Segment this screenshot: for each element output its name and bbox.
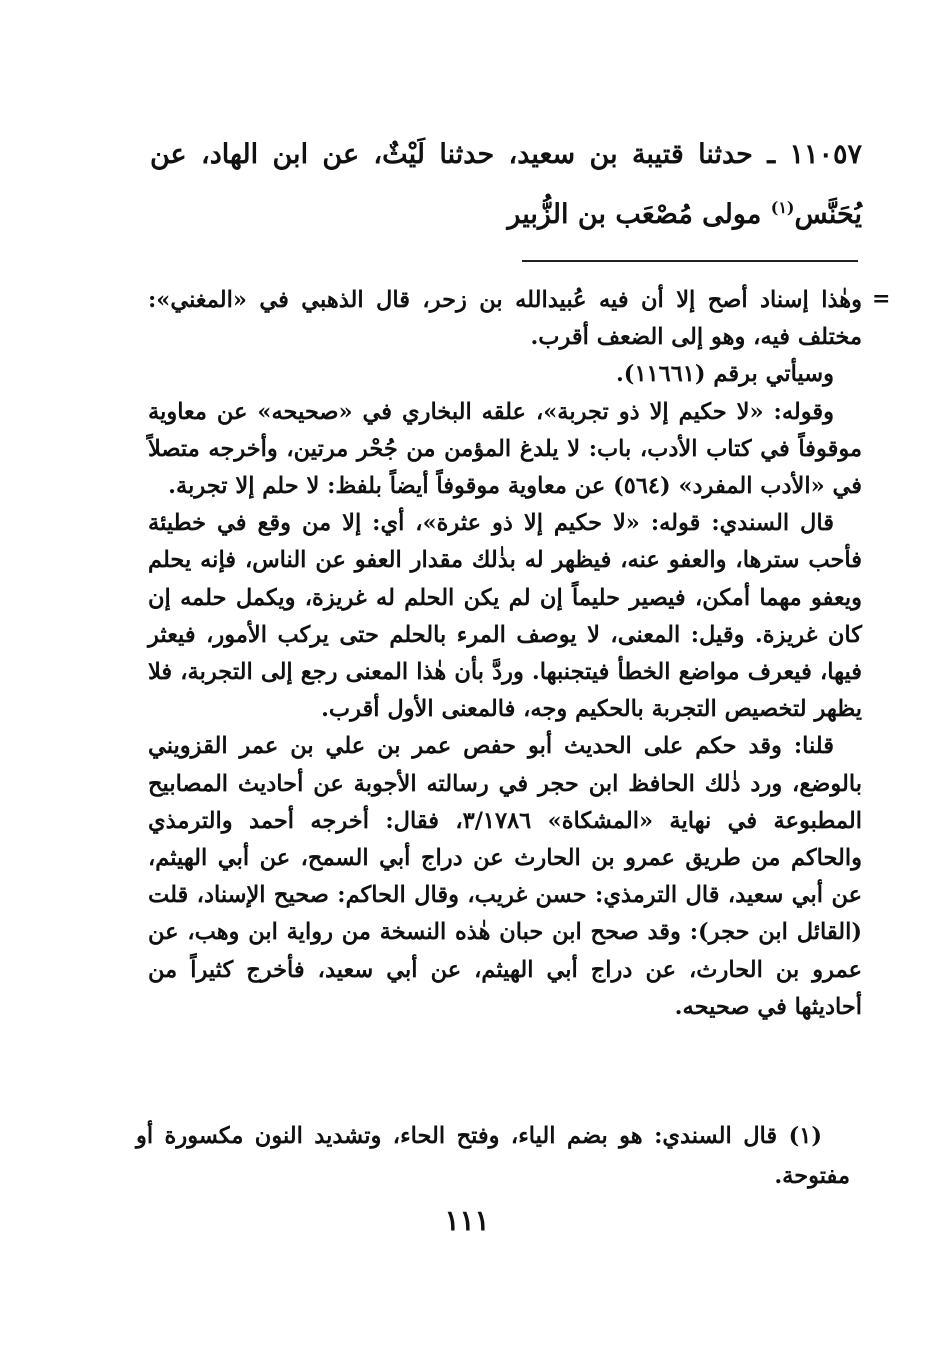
commentary-notes: [148, 282, 862, 1026]
continuation-mark: =: [872, 286, 891, 312]
note-paragraph: وهٰذا إسناد أصح إلا أن فيه عُبيدالله بن زحر، قال الذهبي في «المغني»: مختلف فيه، وهو إلى الضعف أقرب.: [148, 287, 862, 351]
note-paragraph: قال السندي: قوله: «لا حكيم إلا ذو عثرة»، أي: إلا من وقع في خطيئة فأحب سترها، والعفو عنه، فيظهر له بذٰلك مقدار العفو عن الناس، فإنه يحلم ويعفو مهما أمكن، فيصير حليماً إن لم يكن الحلم له غريزة، ويكمل حلمه إن كان غريزة. وقيل: المعنى، لا يوصف المرء بالحلم حتى يركب الأمور، فيعثر فيها، فيعرف مواضع الخطأ فيتجنبها. وردَّ بأن هٰذا المعنى رجع إلى التجربة، فلا يظهر لتخصيص التجربة بالحكيم وجه، فالمعنى الأول أقرب.: [148, 510, 862, 723]
footnote-reference: (١): [770, 198, 795, 217]
hadith-number: ١١٠٥٧ ـ: [767, 139, 863, 170]
hadith-text: [150, 128, 862, 241]
note-paragraph: قلنا: وقد حكم على الحديث أبو حفص عمر بن علي بن عمر القزويني بالوضع، ورد ذٰلك الحافظ ابن حجر في رسالته الأجوبة عن أحاديث المصابيح المطبوعة في نهاية «المشكاة» ٣/١٧٨٦، فقال: أخرجه أحمد والترمذي والحاكم من طريق عمرو بن الحارث عن دراج أبي السمح، عن أبي الهيثم، عن أبي سعيد، قال الترمذي: حسن غريب، وقال الحاكم: صحيح الإسناد، قلت (القائل ابن حجر): وقد صحح ابن حبان هٰذه النسخة من رواية ابن وهب، عن عمرو بن الحارث، عن دراج أبي الهيثم، عن أبي سعيد، فأخرج كثيراً من أحاديثها في صحيحه.: [148, 733, 862, 1020]
hadith-body-end: مولى مُصْعَب بن الزُّبير: [507, 199, 771, 230]
page-number: ١١١: [444, 1204, 490, 1237]
hadith-body: حدثنا قتيبة بن سعيد، حدثنا لَيْثٌ، عن ابن الهاد، عن يُحَنَّس: [150, 139, 862, 230]
note-paragraph: وسيأتي برقم (١١٦٦١).: [615, 361, 834, 388]
footnote-text: (١) قال السندي: هو بضم الياء، وفتح الحاء، وتشديد النون مكسورة أو مفتوحة.: [136, 1123, 850, 1189]
footnote: [136, 1116, 850, 1196]
separator-line: [522, 260, 858, 262]
note-paragraph: وقوله: «لا حكيم إلا ذو تجربة»، علقه البخاري في «صحيحه» عن معاوية موقوفاً في كتاب الأدب، باب: لا يلدغ المؤمن من جُحْر مرتين، وأخرجه متصلاً في «الأدب المفرد» (٥٦٤) عن معاوية موقوفاً أيضاً بلفظ: لا حلم إلا تجربة.: [148, 398, 862, 500]
